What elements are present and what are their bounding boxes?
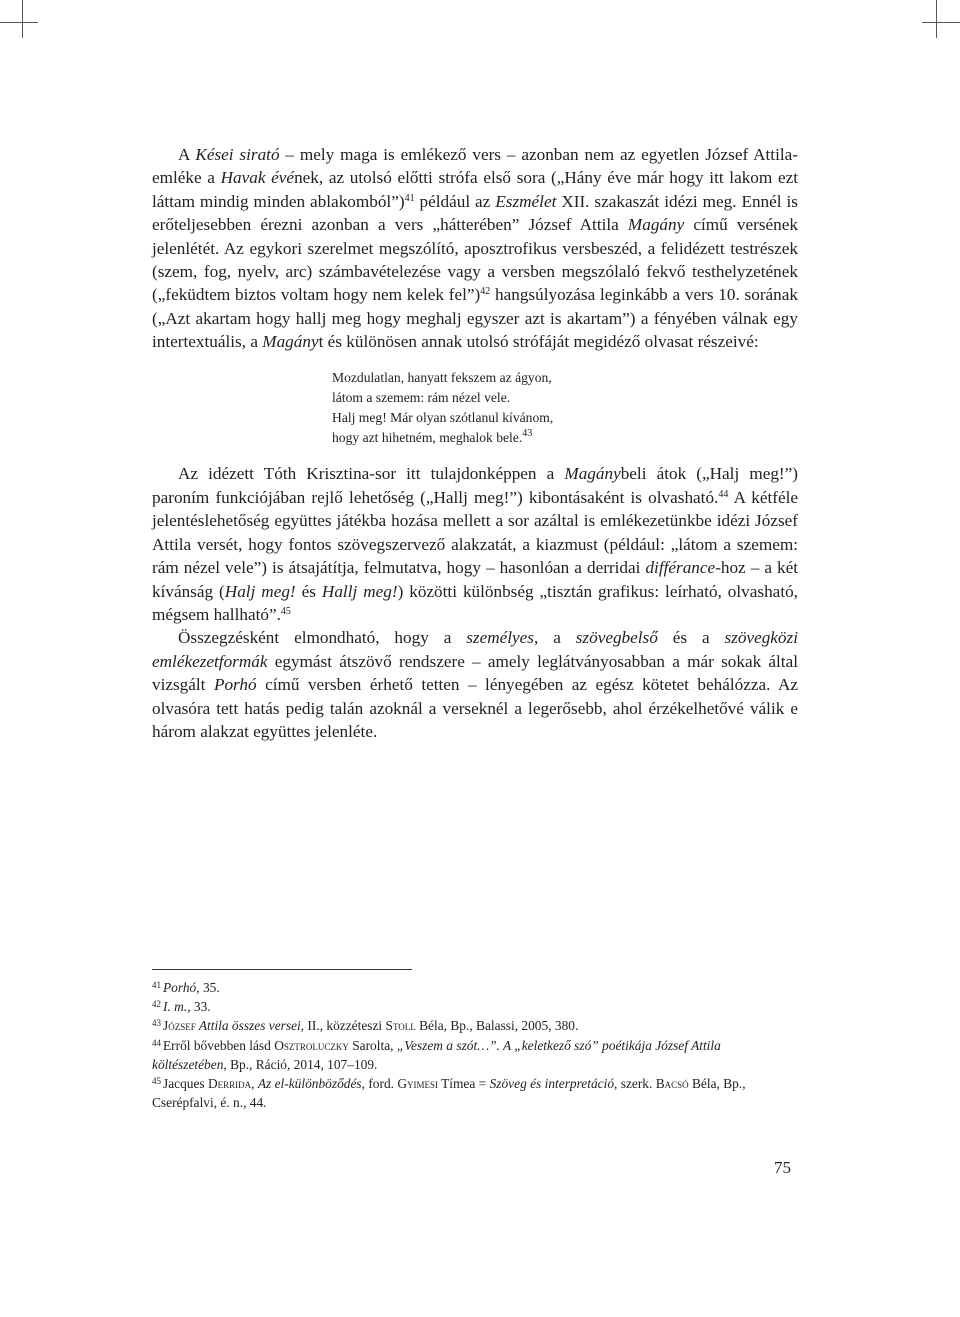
crop-mark-top-right bbox=[936, 0, 937, 38]
page-number: 75 bbox=[774, 1158, 791, 1177]
italic-title: Az el-különböződés bbox=[257, 1076, 362, 1092]
text: , bbox=[251, 1076, 258, 1092]
footnote-ref[interactable]: 43 bbox=[522, 428, 533, 440]
text: -hoz – a két kívánság ( bbox=[152, 558, 798, 601]
text: , 35. bbox=[196, 980, 220, 995]
text: Béla, Bp., Balassi, 2005, 380. bbox=[415, 1018, 579, 1034]
text: Összegzésként elmondható, hogy a bbox=[178, 628, 467, 648]
footnote-number: 43 bbox=[152, 1018, 161, 1029]
text: , a bbox=[534, 628, 576, 648]
text: XII. szakaszát idézi meg. Ennél is erőteljesebben érezni azonban a vers „hátterében” József Attila bbox=[152, 191, 798, 235]
italic-title: Magány bbox=[564, 464, 621, 484]
text: például az bbox=[414, 191, 496, 211]
footnote-43 bbox=[152, 1016, 798, 1035]
italic-title: I. m. bbox=[163, 999, 188, 1015]
text: , 33. bbox=[187, 999, 211, 1015]
text: beli átok („Halj meg!”) paroním funkciójában rejlő lehetőség („Hallj meg!”) kibontásaként is olvasható. bbox=[152, 464, 798, 507]
footnote-42 bbox=[152, 997, 798, 1016]
text: , II., közzéteszi bbox=[300, 1018, 386, 1034]
italic-term: szövegbelső bbox=[575, 628, 658, 648]
footnote-44 bbox=[152, 1036, 798, 1074]
author-name: Gyimesi bbox=[397, 1076, 439, 1092]
italic-title: Attila összes versei bbox=[195, 1018, 301, 1034]
italic-term: személyes bbox=[466, 628, 534, 648]
footnote-number: 44 bbox=[152, 1037, 161, 1048]
text: Jacques bbox=[163, 1076, 208, 1092]
italic-title: Magány bbox=[262, 332, 319, 352]
crop-mark-right-top bbox=[922, 22, 960, 23]
italic-term: Hallj meg! bbox=[321, 581, 398, 601]
footnote-ref[interactable]: 45 bbox=[280, 605, 291, 617]
footnote-41 bbox=[152, 978, 798, 997]
text: A bbox=[178, 145, 196, 164]
crop-mark-left-top bbox=[0, 22, 38, 23]
text: Béla, Bp., Cserépfalvi, é. n., 44. bbox=[152, 1076, 746, 1111]
paragraph-3 bbox=[152, 626, 798, 743]
text: Tímea = bbox=[438, 1076, 490, 1092]
author-name: Bacsó bbox=[655, 1076, 689, 1092]
poem-line: Mozdulatlan, hanyatt fekszem az ágyon, bbox=[332, 369, 552, 385]
text: és bbox=[295, 581, 322, 601]
text: című versben érhető tetten – lényegében az egész kötetet behálózza. Az olvasóra tett hatás pedig talán azoknál a verseknél a legerősebb, ahol érzékelhetővé válik e három alakzat együttes jelenléte. bbox=[152, 675, 798, 741]
footnote-number: 41 bbox=[152, 980, 161, 990]
footnote-separator bbox=[152, 969, 412, 970]
page-body bbox=[152, 143, 798, 743]
poem-quote bbox=[332, 368, 798, 449]
poem-line: Halj meg! Már olyan szótlanul kívánom, bbox=[332, 410, 554, 426]
text: t és különösen annak utolsó strófáját megidéző olvasat részeivé: bbox=[318, 332, 759, 352]
poem-line bbox=[332, 428, 798, 448]
footnote-ref[interactable]: 44 bbox=[718, 488, 729, 500]
crop-mark-top-left bbox=[22, 0, 23, 38]
footnote-number: 42 bbox=[152, 999, 161, 1010]
italic-title: Kései sirató bbox=[195, 145, 280, 164]
text: ) közötti különbség „tisztán grafikus: leírható, olvasható, mégsem hallható”. bbox=[152, 581, 798, 624]
text: nek, az utolsó előtti strófa első sora („Hány éve már hogy itt lakom ezt láttam mindig minden ablakomból”) bbox=[152, 168, 798, 211]
footnotes bbox=[152, 978, 798, 1112]
italic-title: „Veszem a szót…”. A „keletkező szó” poétikája József Attila költészetében bbox=[152, 1037, 721, 1072]
italic-term: szövegközi emlékezetformák bbox=[152, 628, 798, 671]
text: , Bp., Ráció, 2014, 107–109. bbox=[223, 1056, 378, 1072]
author-name: Derrida bbox=[208, 1076, 252, 1092]
poem-line: látom a szemem: rám nézel vele. bbox=[332, 389, 511, 405]
footnote-ref[interactable]: 41 bbox=[404, 192, 415, 204]
italic-title: Havak évé bbox=[220, 168, 295, 188]
author-name: Stoll bbox=[385, 1018, 416, 1034]
text: című versének jelenlétét. Az egykori szerelmet megszólító, aposztrofikus versbeszéd, a felidézett testrészek (szem, fog, nyelv, arc) számbavételezése vagy a versben megszólaló fekvő testhelyzetének („feküdtem biztos voltam hogy nem kelek fel”) bbox=[152, 215, 798, 305]
italic-title: Porhó bbox=[213, 675, 257, 695]
author-name: Osztroluczky bbox=[274, 1037, 349, 1053]
italic-title: Magány bbox=[627, 215, 685, 235]
text: Erről bővebben lásd bbox=[163, 1037, 275, 1053]
paragraph-1 bbox=[152, 143, 798, 354]
italic-term: Halj meg! bbox=[224, 581, 296, 601]
text: Sarolta, bbox=[348, 1037, 397, 1053]
italic-title: Szöveg és interpretáció bbox=[489, 1076, 615, 1092]
text: egymást átszövő rendszere – amely leglátványosabban a már sokak által vizsgált bbox=[152, 651, 798, 695]
poem-line-text: hogy azt hihetném, meghalok bele. bbox=[332, 430, 523, 446]
author-name: József bbox=[163, 1018, 196, 1034]
text: és a bbox=[657, 628, 725, 648]
footnote-45 bbox=[152, 1074, 798, 1112]
paragraph-2 bbox=[152, 462, 798, 626]
text: – mely maga is emlékező vers – azonban nem az egyetlen József Attila-emléke a bbox=[152, 145, 798, 188]
italic-term: différance bbox=[645, 558, 716, 578]
text: A kétféle jelentéslehetőség együttes játékba hozása mellett a sor azáltal is emlékezetünkbe idézi József Attila versét, hogy fontos szövegszervező alakzatát, a kiazmust (például: „látom a szemem: rám nézel vele”) is átsajátítja, felmutatva, hogy – hasonlóan a derridai bbox=[152, 487, 798, 578]
text: hangsúlyozása leginkább a vers 10. sorának („Azt akartam hogy hallj meg hogy meghalj egyszer azt is akartam”) a fényében válnak egy intertextuális, a bbox=[152, 285, 798, 352]
footnote-number: 45 bbox=[152, 1076, 161, 1087]
footnote-ref[interactable]: 42 bbox=[480, 286, 491, 298]
text: Az idézett Tóth Krisztina-sor itt tulajdonképpen a bbox=[178, 464, 565, 484]
italic-title: Eszmélet bbox=[495, 191, 557, 211]
text: , ford. bbox=[361, 1076, 398, 1092]
text: , szerk. bbox=[614, 1076, 656, 1092]
italic-title: Porhó bbox=[163, 980, 197, 995]
